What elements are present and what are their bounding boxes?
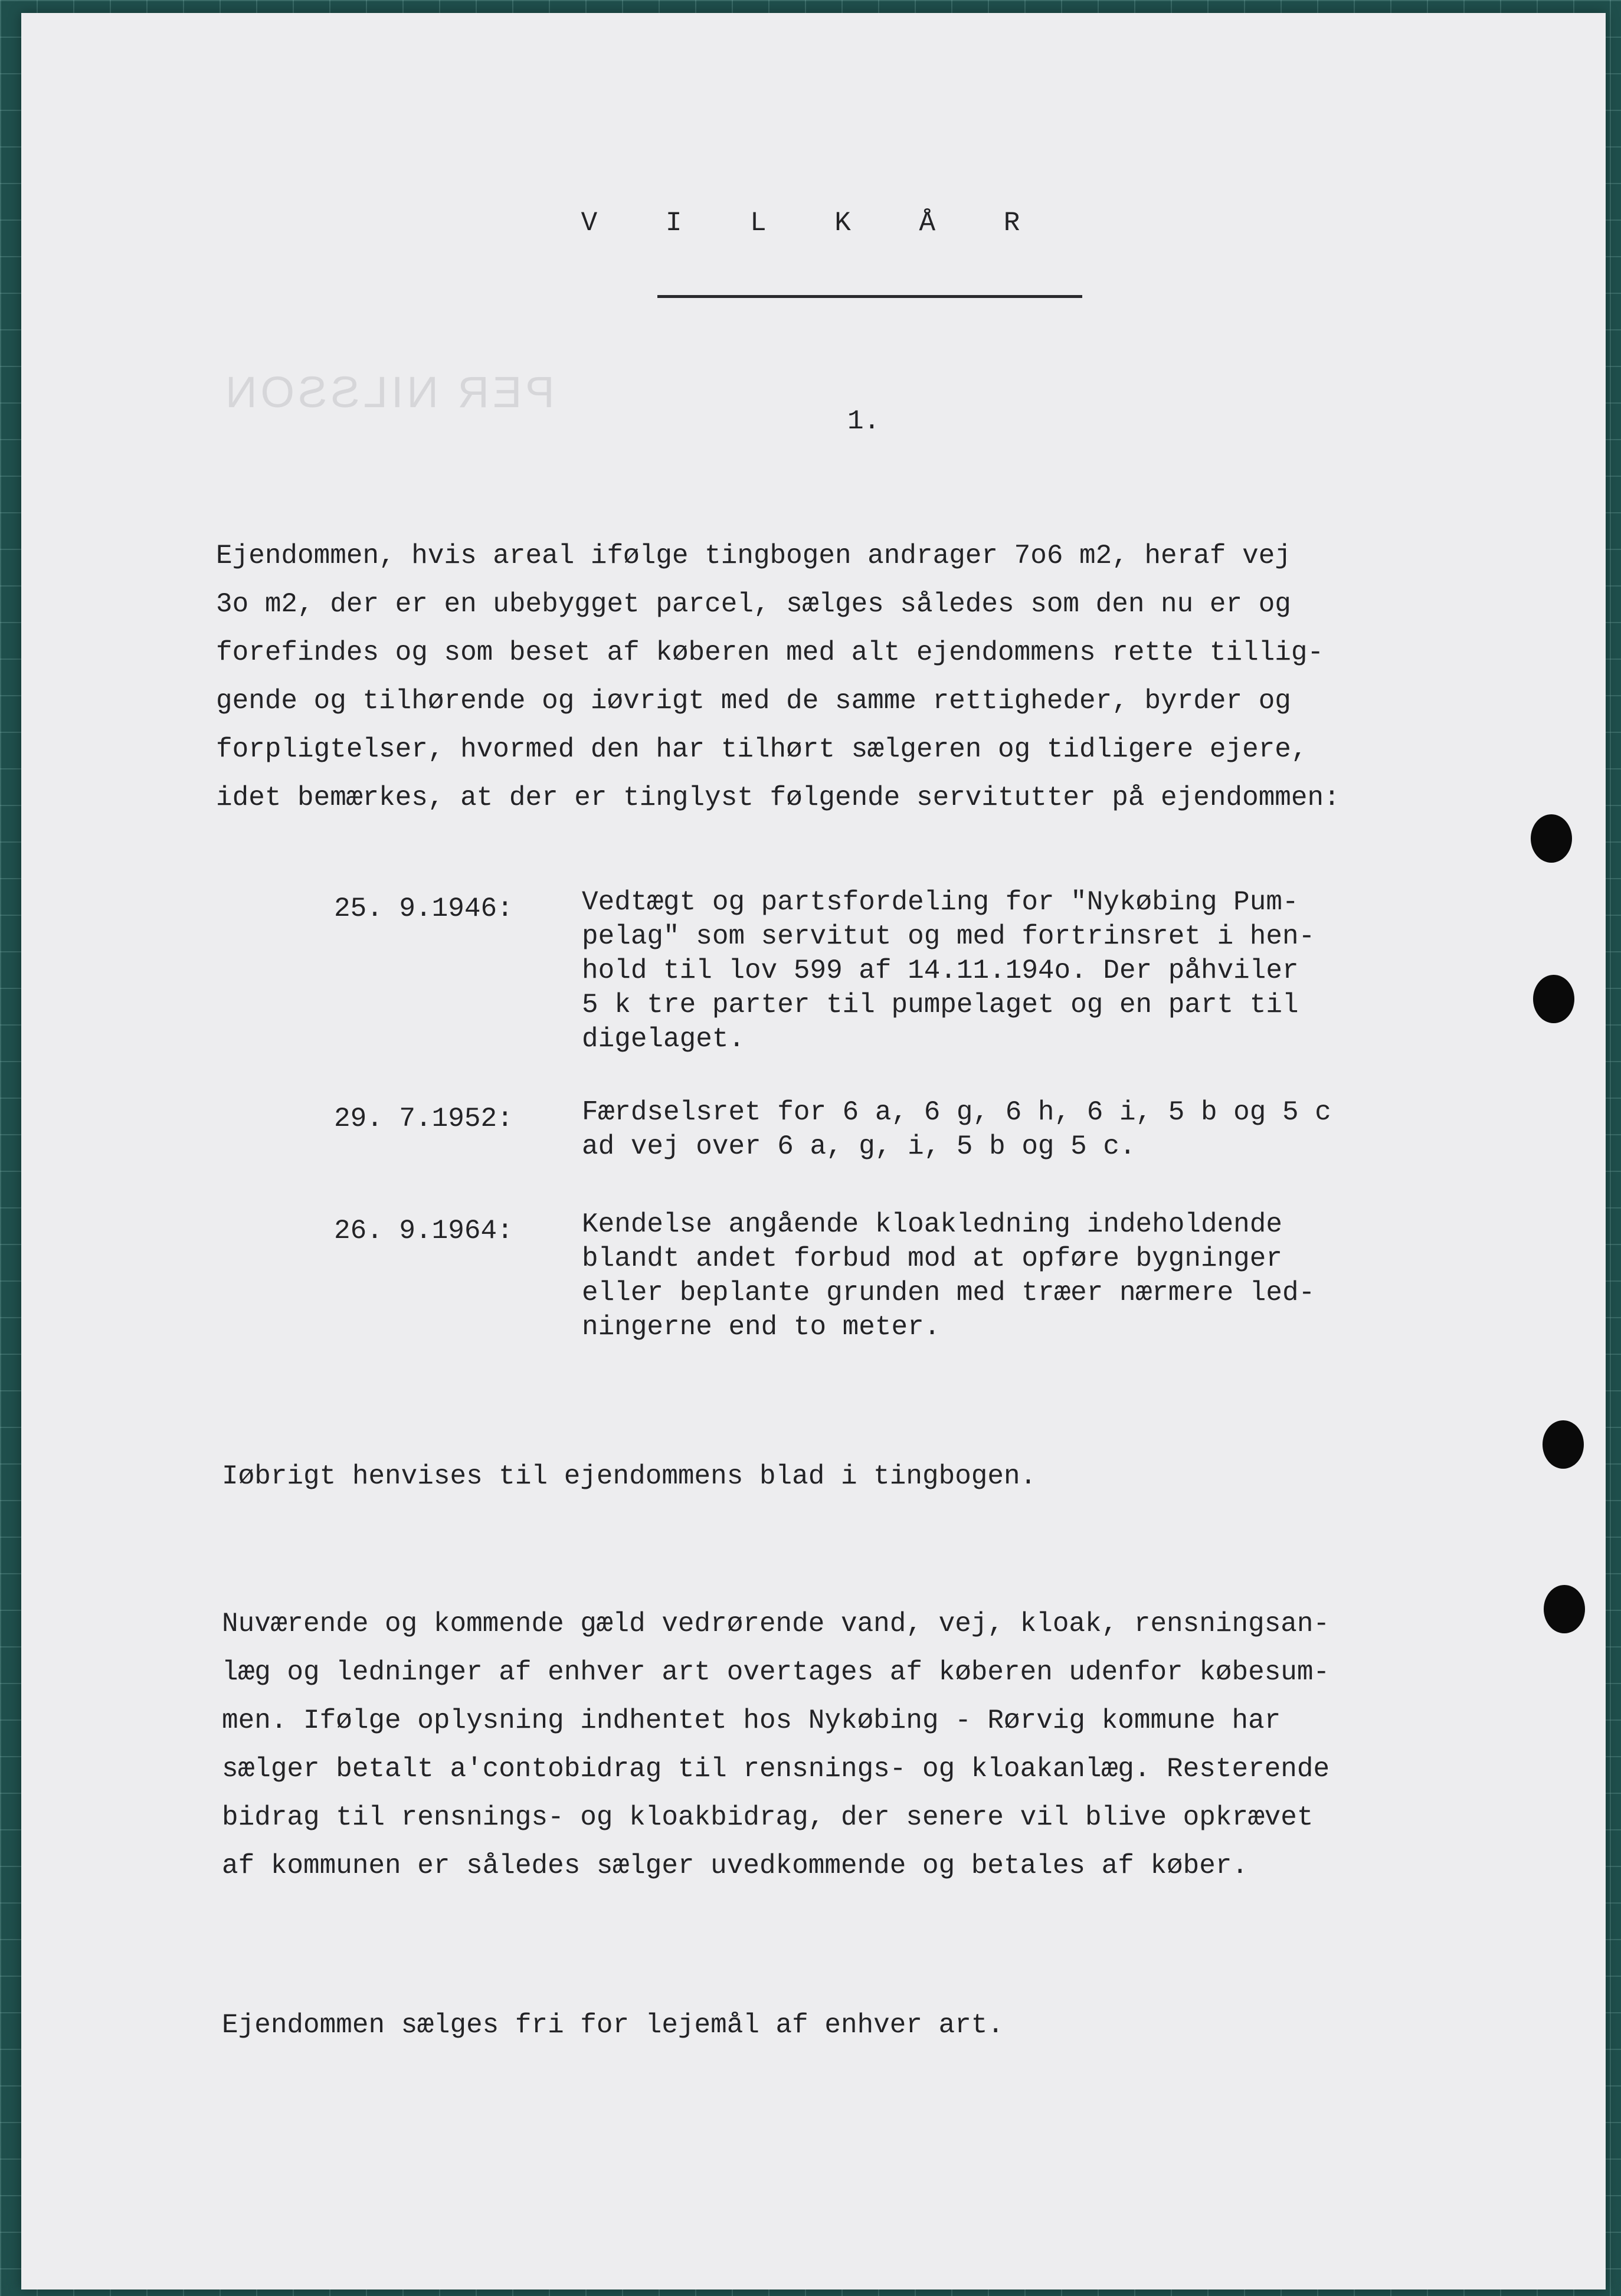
servitut-line: eller beplante grunden med træer nærmere led- [582,1278,1315,1308]
intro-paragraph [216,532,1340,823]
servitut-date: 29. 7.1952: [334,1103,513,1134]
intro-line: forpligtelser, hvormed den har tilhørt sælgeren og tidligere ejere, [216,734,1308,765]
paragraph-line: af kommunen er således sælger uvedkommende og betales af køber. [222,1850,1249,1881]
servitut-text [582,1207,1315,1344]
servitut-line: Vedtægt og partsfordeling for "Nykøbing Pum- [582,887,1299,918]
servitut-line: Færdselsret for 6 a, 6 g, 6 h, 6 i, 5 b og 5 c [582,1097,1331,1128]
paragraph-line: bidrag til rensnings- og kloakbidrag, der senere vil blive opkrævet [222,1802,1314,1833]
section-number: 1. [847,406,880,437]
intro-line: gende og tilhørende og iøvrigt med de samme rettigheder, byrder og [216,686,1291,716]
document-page [21,13,1606,2290]
punch-hole [1544,1585,1585,1633]
paragraph-tingbog: Iøbrigt henvises til ejendommens blad i tingbogen. [222,1461,1037,1492]
paragraph-line: men. Ifølge oplysning indhentet hos Nykøbing - Rørvig kommune har [222,1705,1281,1736]
punch-hole [1533,975,1574,1023]
paragraph-lejemaal: Ejendommen sælges fri for lejemål af enhver art. [222,2010,1004,2040]
servitut-date: 25. 9.1946: [334,893,513,924]
intro-line: Ejendommen, hvis areal ifølge tingbogen andrager 7o6 m2, heraf vej [216,541,1291,571]
servitut-date: 26. 9.1964: [334,1216,513,1246]
servitut-line: ad vej over 6 a, g, i, 5 b og 5 c. [582,1131,1136,1162]
intro-line: 3o m2, der er en ubebygget parcel, sælges således som den nu er og [216,589,1291,620]
paragraph-line: sælger betalt a'contobidrag til rensnings- og kloakanlæg. Resterende [222,1754,1330,1784]
servitut-line: digelaget. [582,1024,745,1054]
servitut-line: Kendelse angående kloakledning indeholdende [582,1209,1282,1240]
servitut-text [582,1095,1331,1164]
servitut-line: hold til lov 599 af 14.11.194o. Der påhviler [582,955,1299,986]
punch-hole [1531,814,1572,863]
punch-hole [1543,1420,1584,1469]
servitut-line: 5 k tre parter til pumpelaget og en part til [582,990,1299,1020]
servitut-line: pelag" som servitut og med fortrinsret i hen- [582,921,1315,952]
faded-background-stamp: PER NILSSON [222,368,555,417]
intro-line: idet bemærkes, at der er tinglyst følgende servitutter på ejendommen: [216,782,1340,813]
title-underline [657,295,1082,298]
servitut-text [582,885,1315,1056]
paragraph-line: læg og ledninger af enhver art overtages af køberen udenfor købesum- [222,1657,1330,1688]
paragraph-line: Nuværende og kommende gæld vedrørende vand, vej, kloak, rensningsan- [222,1609,1330,1639]
paragraph-gaeld [222,1600,1329,1891]
document-title: V I L K Å R [581,208,1046,238]
servitut-line: ningerne end to meter. [582,1312,941,1342]
intro-line: forefindes og som beset af køberen med alt ejendommens rette tillig- [216,637,1324,668]
servitut-line: blandt andet forbud mod at opføre bygninger [582,1243,1282,1274]
